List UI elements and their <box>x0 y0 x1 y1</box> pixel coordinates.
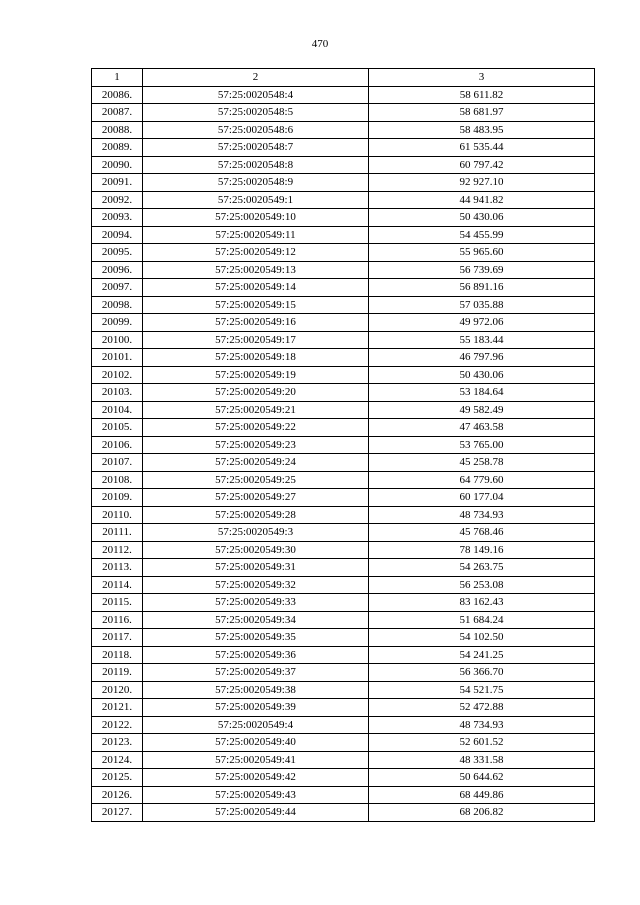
value-cell: 51 684.24 <box>369 611 595 629</box>
table-row <box>92 121 595 139</box>
row-number-cell: 20095. <box>92 244 143 262</box>
table-row <box>92 576 595 594</box>
cadastral-number-cell: 57:25:0020549:43 <box>143 786 369 804</box>
value-cell: 44 941.82 <box>369 191 595 209</box>
row-number-cell: 20092. <box>92 191 143 209</box>
row-number-cell: 20113. <box>92 559 143 577</box>
cadastral-number-cell: 57:25:0020549:32 <box>143 576 369 594</box>
value-cell: 60 797.42 <box>369 156 595 174</box>
row-number-cell: 20086. <box>92 86 143 104</box>
table-row <box>92 786 595 804</box>
cadastral-number-cell: 57:25:0020549:38 <box>143 681 369 699</box>
cadastral-number-cell: 57:25:0020549:15 <box>143 296 369 314</box>
row-number-cell: 20111. <box>92 524 143 542</box>
table-row <box>92 314 595 332</box>
row-number-cell: 20087. <box>92 104 143 122</box>
value-cell: 56 891.16 <box>369 279 595 297</box>
cadastral-number-cell: 57:25:0020549:14 <box>143 279 369 297</box>
table-row <box>92 699 595 717</box>
table-row <box>92 296 595 314</box>
value-cell: 83 162.43 <box>369 594 595 612</box>
cadastral-number-cell: 57:25:0020549:42 <box>143 769 369 787</box>
table-body <box>92 86 595 821</box>
cadastral-number-cell: 57:25:0020549:12 <box>143 244 369 262</box>
table-row <box>92 611 595 629</box>
value-cell: 54 241.25 <box>369 646 595 664</box>
cadastral-number-cell: 57:25:0020549:40 <box>143 734 369 752</box>
cadastral-number-cell: 57:25:0020549:35 <box>143 629 369 647</box>
value-cell: 50 430.06 <box>369 209 595 227</box>
value-cell: 54 455.99 <box>369 226 595 244</box>
table-row <box>92 629 595 647</box>
cadastral-number-cell: 57:25:0020548:5 <box>143 104 369 122</box>
row-number-cell: 20093. <box>92 209 143 227</box>
value-cell: 56 366.70 <box>369 664 595 682</box>
table-row <box>92 541 595 559</box>
table-row <box>92 401 595 419</box>
cadastral-number-cell: 57:25:0020549:33 <box>143 594 369 612</box>
row-number-cell: 20109. <box>92 489 143 507</box>
row-number-cell: 20118. <box>92 646 143 664</box>
value-cell: 54 521.75 <box>369 681 595 699</box>
value-cell: 68 206.82 <box>369 804 595 822</box>
table-row <box>92 769 595 787</box>
table-row <box>92 244 595 262</box>
cadastral-number-cell: 57:25:0020549:19 <box>143 366 369 384</box>
cadastral-number-cell: 57:25:0020549:39 <box>143 699 369 717</box>
value-cell: 48 331.58 <box>369 751 595 769</box>
cadastral-number-cell: 57:25:0020549:20 <box>143 384 369 402</box>
row-number-cell: 20096. <box>92 261 143 279</box>
table-row <box>92 349 595 367</box>
row-number-cell: 20094. <box>92 226 143 244</box>
table-row <box>92 646 595 664</box>
cadastral-number-cell: 57:25:0020549:44 <box>143 804 369 822</box>
value-cell: 46 797.96 <box>369 349 595 367</box>
cadastral-number-cell: 57:25:0020549:13 <box>143 261 369 279</box>
cadastral-number-cell: 57:25:0020548:4 <box>143 86 369 104</box>
row-number-cell: 20089. <box>92 139 143 157</box>
row-number-cell: 20106. <box>92 436 143 454</box>
table-row <box>92 174 595 192</box>
value-cell: 49 972.06 <box>369 314 595 332</box>
header-row <box>92 69 595 87</box>
row-number-cell: 20107. <box>92 454 143 472</box>
table-row <box>92 419 595 437</box>
cadastral-number-cell: 57:25:0020549:23 <box>143 436 369 454</box>
row-number-cell: 20122. <box>92 716 143 734</box>
value-cell: 57 035.88 <box>369 296 595 314</box>
value-cell: 55 965.60 <box>369 244 595 262</box>
row-number-cell: 20119. <box>92 664 143 682</box>
cadastral-number-cell: 57:25:0020549:4 <box>143 716 369 734</box>
value-cell: 58 483.95 <box>369 121 595 139</box>
value-cell: 48 734.93 <box>369 506 595 524</box>
table-row <box>92 209 595 227</box>
table-row <box>92 384 595 402</box>
row-number-cell: 20101. <box>92 349 143 367</box>
table-row <box>92 226 595 244</box>
row-number-cell: 20099. <box>92 314 143 332</box>
table-row <box>92 191 595 209</box>
cadastral-number-cell: 57:25:0020549:34 <box>143 611 369 629</box>
value-cell: 92 927.10 <box>369 174 595 192</box>
cadastral-number-cell: 57:25:0020549:37 <box>143 664 369 682</box>
row-number-cell: 20098. <box>92 296 143 314</box>
cadastral-number-cell: 57:25:0020549:41 <box>143 751 369 769</box>
table-row <box>92 594 595 612</box>
cadastral-number-cell: 57:25:0020549:25 <box>143 471 369 489</box>
table-header <box>92 69 595 87</box>
table-row <box>92 751 595 769</box>
table-row <box>92 454 595 472</box>
row-number-cell: 20097. <box>92 279 143 297</box>
row-number-cell: 20108. <box>92 471 143 489</box>
value-cell: 50 430.06 <box>369 366 595 384</box>
table-row <box>92 331 595 349</box>
cadastral-number-cell: 57:25:0020549:3 <box>143 524 369 542</box>
header-col-2: 2 <box>143 69 369 87</box>
value-cell: 50 644.62 <box>369 769 595 787</box>
row-number-cell: 20103. <box>92 384 143 402</box>
cadastral-number-cell: 57:25:0020549:36 <box>143 646 369 664</box>
value-cell: 78 149.16 <box>369 541 595 559</box>
cadastral-number-cell: 57:25:0020549:10 <box>143 209 369 227</box>
cadastral-number-cell: 57:25:0020548:7 <box>143 139 369 157</box>
table-row <box>92 261 595 279</box>
row-number-cell: 20117. <box>92 629 143 647</box>
cadastral-number-cell: 57:25:0020549:28 <box>143 506 369 524</box>
row-number-cell: 20091. <box>92 174 143 192</box>
table-row <box>92 86 595 104</box>
table-row <box>92 559 595 577</box>
cadastral-number-cell: 57:25:0020549:21 <box>143 401 369 419</box>
value-cell: 45 258.78 <box>369 454 595 472</box>
row-number-cell: 20115. <box>92 594 143 612</box>
cadastral-number-cell: 57:25:0020549:22 <box>143 419 369 437</box>
value-cell: 54 263.75 <box>369 559 595 577</box>
table-row <box>92 489 595 507</box>
value-cell: 58 681.97 <box>369 104 595 122</box>
row-number-cell: 20116. <box>92 611 143 629</box>
table-row <box>92 734 595 752</box>
cadastral-number-cell: 57:25:0020548:6 <box>143 121 369 139</box>
value-cell: 64 779.60 <box>369 471 595 489</box>
value-cell: 55 183.44 <box>369 331 595 349</box>
cadastral-number-cell: 57:25:0020549:16 <box>143 314 369 332</box>
row-number-cell: 20127. <box>92 804 143 822</box>
row-number-cell: 20105. <box>92 419 143 437</box>
row-number-cell: 20125. <box>92 769 143 787</box>
row-number-cell: 20121. <box>92 699 143 717</box>
cadastral-number-cell: 57:25:0020548:8 <box>143 156 369 174</box>
cadastral-number-cell: 57:25:0020549:30 <box>143 541 369 559</box>
header-col-3: 3 <box>369 69 595 87</box>
table-row <box>92 471 595 489</box>
row-number-cell: 20123. <box>92 734 143 752</box>
value-cell: 53 184.64 <box>369 384 595 402</box>
value-cell: 54 102.50 <box>369 629 595 647</box>
value-cell: 49 582.49 <box>369 401 595 419</box>
row-number-cell: 20110. <box>92 506 143 524</box>
value-cell: 45 768.46 <box>369 524 595 542</box>
row-number-cell: 20100. <box>92 331 143 349</box>
page-number: 470 <box>311 38 329 50</box>
row-number-cell: 20124. <box>92 751 143 769</box>
cadastral-number-cell: 57:25:0020549:31 <box>143 559 369 577</box>
cadastral-number-cell: 57:25:0020549:24 <box>143 454 369 472</box>
table-row <box>92 804 595 822</box>
value-cell: 53 765.00 <box>369 436 595 454</box>
value-cell: 47 463.58 <box>369 419 595 437</box>
header-col-1: 1 <box>92 69 143 87</box>
table-row <box>92 681 595 699</box>
table-row <box>92 664 595 682</box>
table-row <box>92 506 595 524</box>
value-cell: 68 449.86 <box>369 786 595 804</box>
cadastral-table <box>91 68 595 822</box>
row-number-cell: 20126. <box>92 786 143 804</box>
row-number-cell: 20120. <box>92 681 143 699</box>
table-row <box>92 524 595 542</box>
table-row <box>92 139 595 157</box>
cadastral-number-cell: 57:25:0020549:18 <box>143 349 369 367</box>
value-cell: 56 739.69 <box>369 261 595 279</box>
value-cell: 48 734.93 <box>369 716 595 734</box>
value-cell: 61 535.44 <box>369 139 595 157</box>
table-row <box>92 366 595 384</box>
value-cell: 60 177.04 <box>369 489 595 507</box>
value-cell: 56 253.08 <box>369 576 595 594</box>
table-row <box>92 104 595 122</box>
cadastral-number-cell: 57:25:0020549:11 <box>143 226 369 244</box>
row-number-cell: 20104. <box>92 401 143 419</box>
table-row <box>92 716 595 734</box>
cadastral-number-cell: 57:25:0020549:1 <box>143 191 369 209</box>
value-cell: 58 611.82 <box>369 86 595 104</box>
value-cell: 52 472.88 <box>369 699 595 717</box>
cadastral-number-cell: 57:25:0020549:27 <box>143 489 369 507</box>
table-row <box>92 279 595 297</box>
value-cell: 52 601.52 <box>369 734 595 752</box>
row-number-cell: 20114. <box>92 576 143 594</box>
table-row <box>92 436 595 454</box>
row-number-cell: 20112. <box>92 541 143 559</box>
row-number-cell: 20090. <box>92 156 143 174</box>
cadastral-number-cell: 57:25:0020548:9 <box>143 174 369 192</box>
row-number-cell: 20088. <box>92 121 143 139</box>
cadastral-number-cell: 57:25:0020549:17 <box>143 331 369 349</box>
row-number-cell: 20102. <box>92 366 143 384</box>
table-row <box>92 156 595 174</box>
